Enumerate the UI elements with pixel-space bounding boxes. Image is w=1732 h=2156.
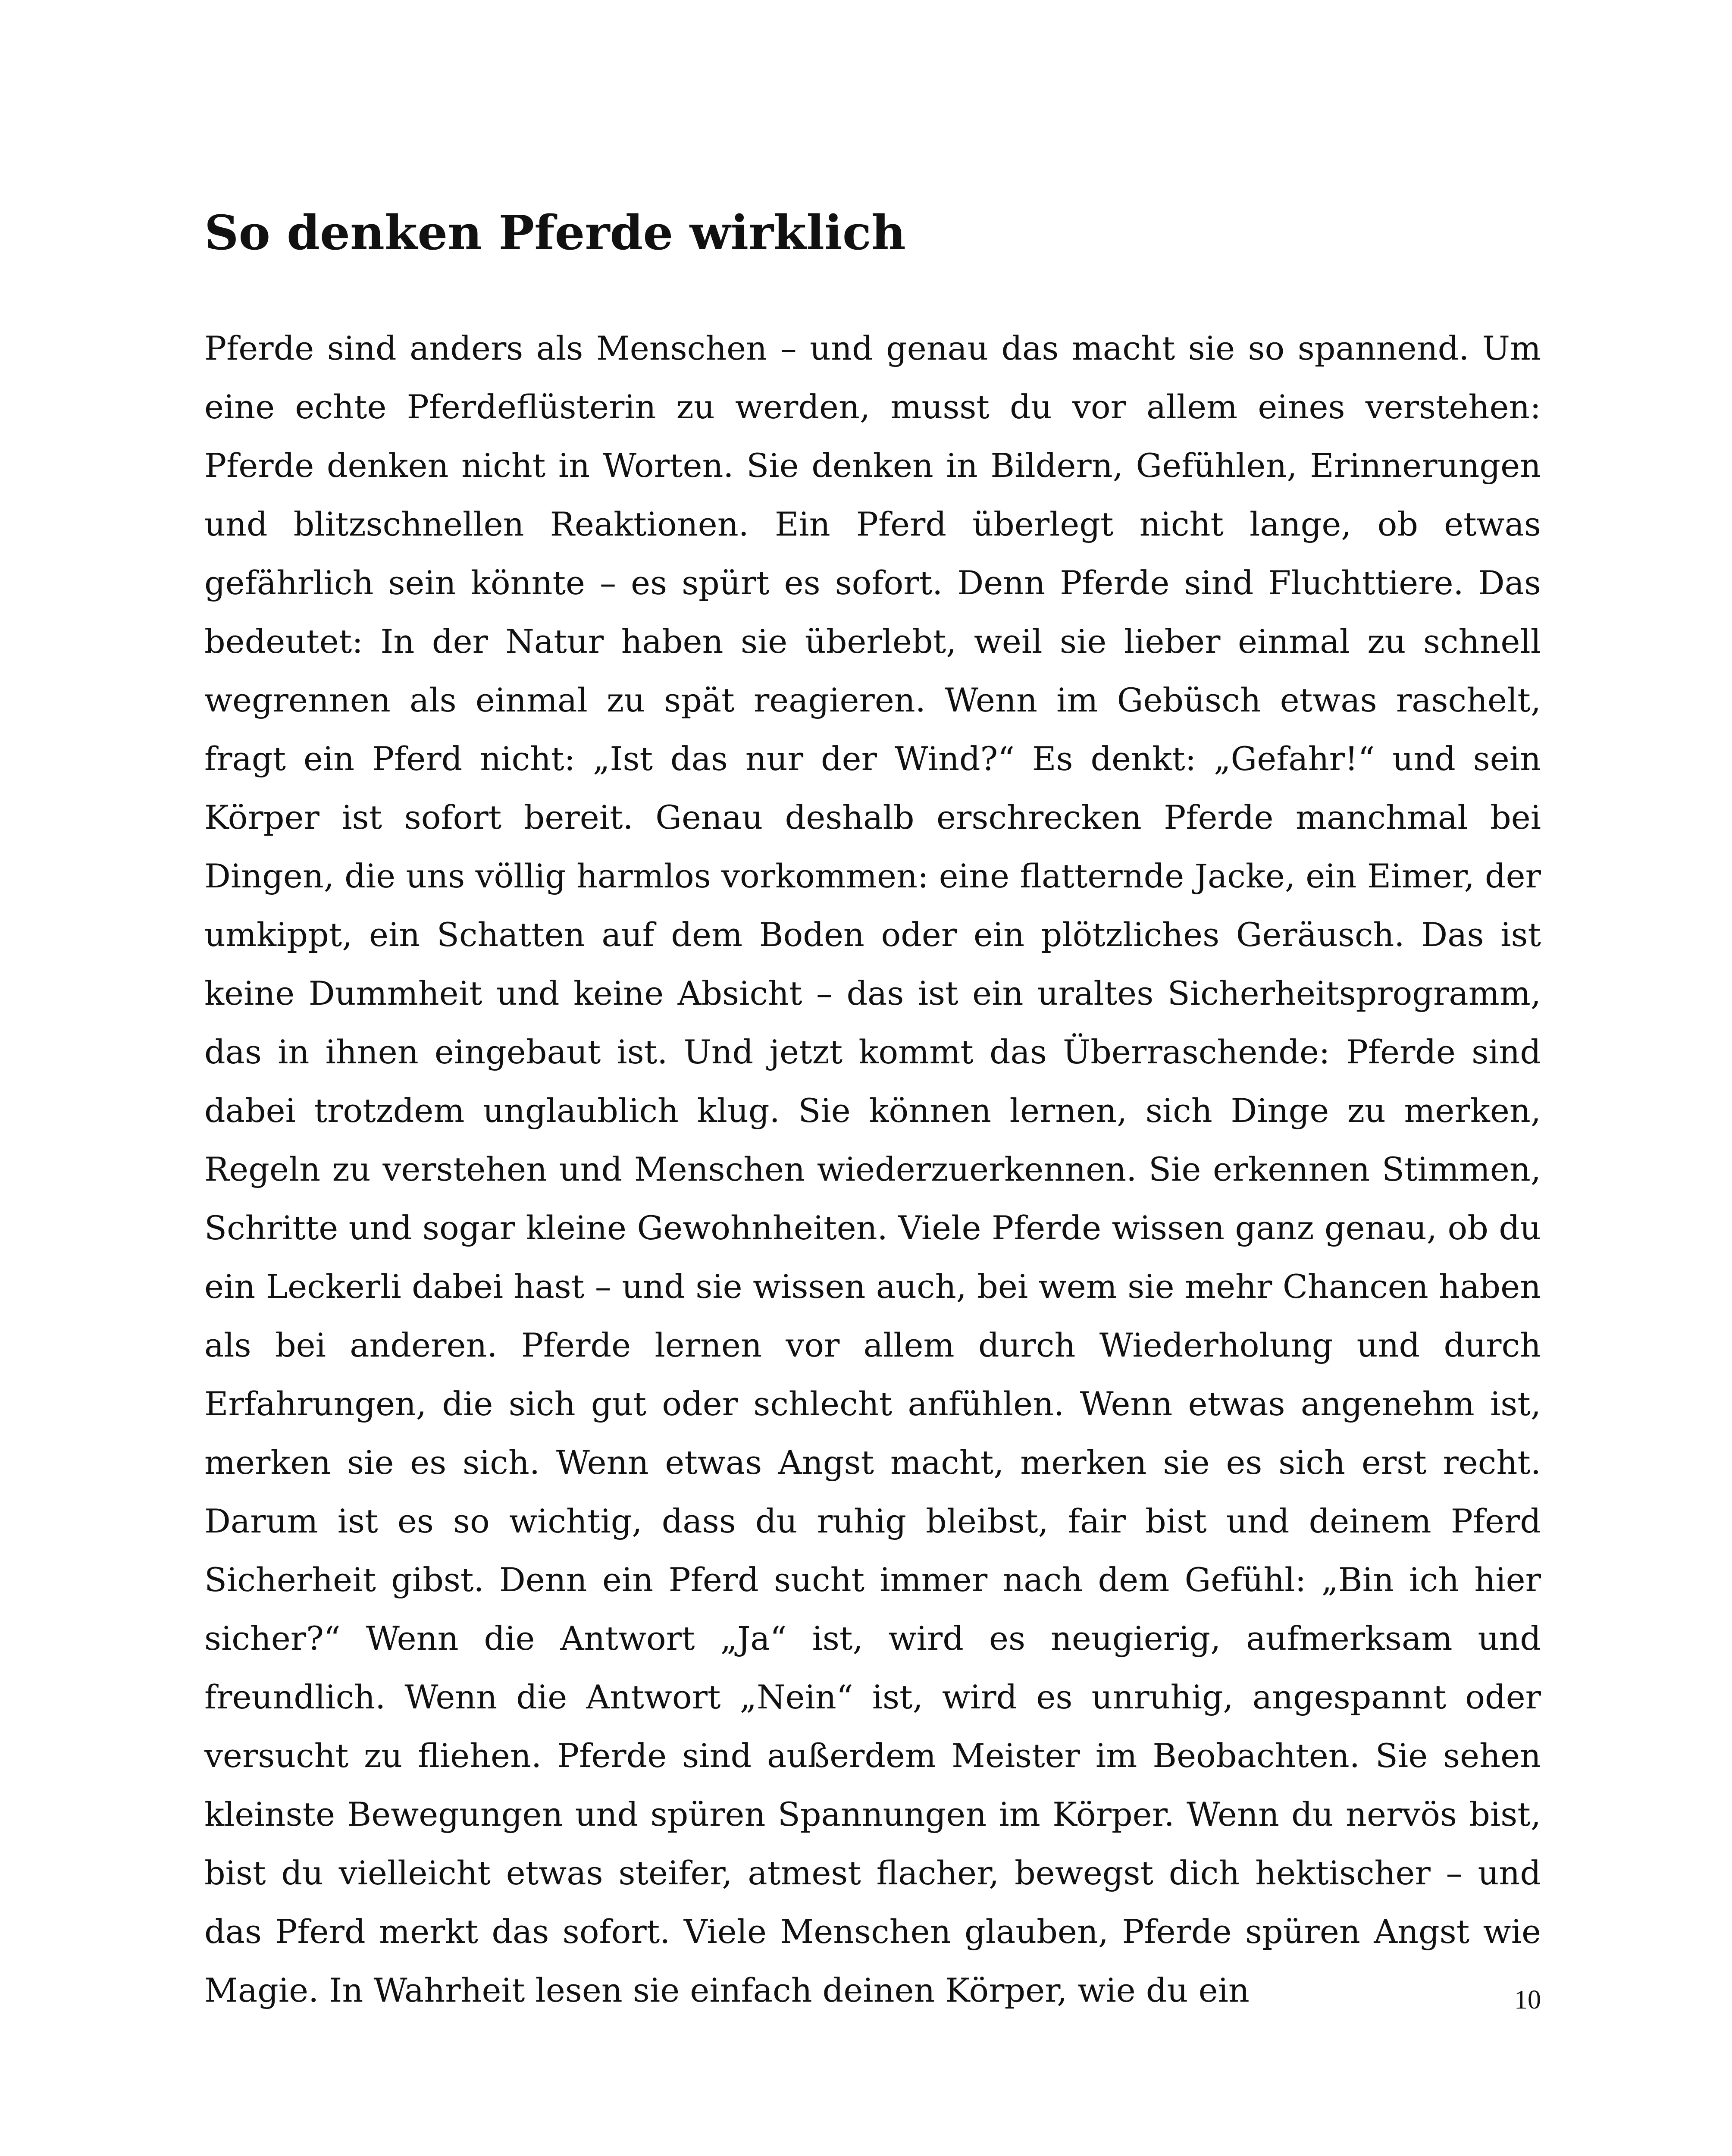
page-number: 10 <box>1514 1985 1541 2015</box>
body-paragraph: Pferde sind anders als Menschen – und genau das macht sie so spannend. Um eine echte Pferdeflüsterin zu werden, musst du vor allem eines verstehen: Pferde denken nicht in Worten. Sie denken in Bildern, Gefühlen, Erinnerungen und blitzschnellen Reaktionen. Ein Pferd überlegt nicht lange, ob etwas gefährlich sein könnte – es spürt es sofort. Denn Pferde sind Fluchttiere. Das bedeutet: In der Natur haben sie überlebt, weil sie lieber einmal zu schnell wegrennen als einmal zu spät reagieren. Wenn im Gebüsch etwas raschelt, fragt ein Pferd nicht: „Ist das nur der Wind?“ Es denkt: „Gefahr!“ und sein Körper ist sofort bereit. Genau deshalb erschrecken Pferde manchmal bei Dingen, die uns völlig harmlos vorkommen: eine flatternde Jacke, ein Eimer, der umkippt, ein Schatten auf dem Boden oder ein plötzliches Geräusch. Das ist keine Dummheit und keine Absicht – das ist ein uraltes Sicherheitsprogramm, das in ihnen eingebaut ist. Und jetzt kommt das Überraschende: Pferde sind dabei trotzdem unglaublich klug. Sie können lernen, sich Dinge zu merken, Regeln zu verstehen und Menschen wiederzuerkennen. Sie erkennen Stimmen, Schritte und sogar kleine Gewohnheiten. Viele Pferde wissen ganz genau, ob du ein Leckerli dabei hast – und sie wissen auch, bei wem sie mehr Chancen haben als bei anderen. Pferde lernen vor allem durch Wiederholung und durch Erfahrungen, die sich gut oder schlecht anfühlen. Wenn etwas angenehm ist, merken sie es sich. Wenn etwas Angst macht, merken sie es sich erst recht. Darum ist es so wichtig, dass du ruhig bleibst, fair bist und deinem Pferd Sicherheit gibst. Denn ein Pferd sucht immer nach dem Gefühl: „Bin ich hier sicher?“ Wenn die Antwort „Ja“ ist, wird es neugierig, aufmerksam und freundlich. Wenn die Antwort „Nein“ ist, wird es unruhig, angespannt oder versucht zu fliehen. Pferde sind außerdem Meister im Beobachten. Sie sehen kleinste Bewegungen und spüren Spannungen im Körper. Wenn du nervös bist, bist du vielleicht etwas steifer, atmest flacher, bewegst dich hektischer – und das Pferd merkt das sofort. Viele Menschen glauben, Pferde spüren Angst wie Magie. In Wahrheit lesen sie einfach deinen Körper, wie du ein <box>204 329 1541 2009</box>
page-title: So denken Pferde wirklich <box>204 205 906 260</box>
